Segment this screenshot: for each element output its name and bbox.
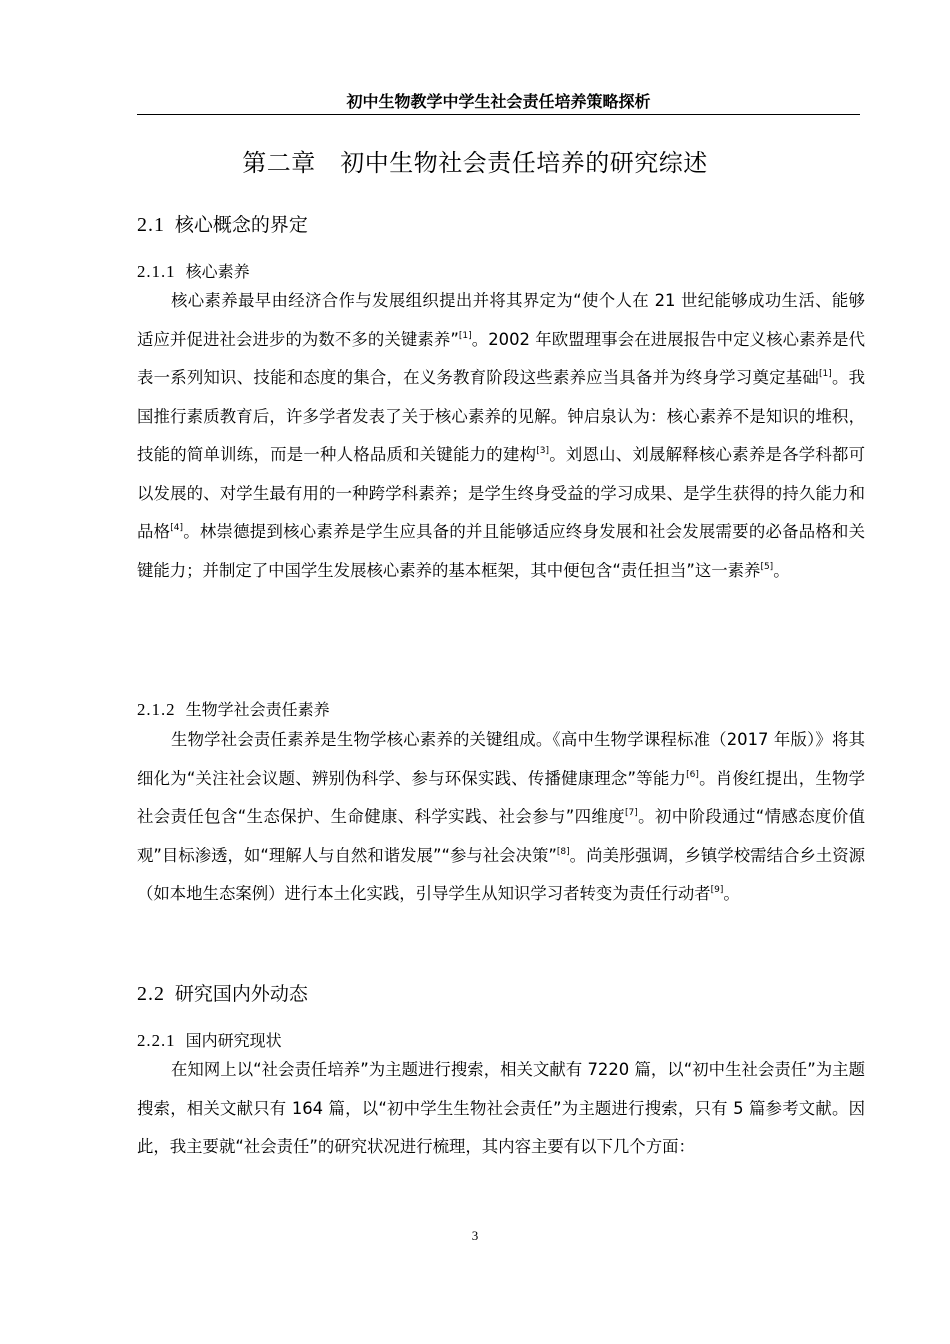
citation: [1]: [458, 330, 472, 341]
subsection-number: 2.2.1: [137, 1031, 176, 1050]
text: 。刘恩山、刘晟解释核心素养是各学科都可以发展的、对学生最有用的一种跨学科素养；是学生终身受益的学习成果、是学生获得的持久能力和品格: [137, 445, 866, 541]
section-heading-2-2: [137, 981, 308, 1007]
text: 。: [773, 560, 790, 580]
text: 。初中阶段通过“情感态度价值观”目标渗透，如“理解人与自然和谐发展”“参与社会决策”: [137, 807, 865, 865]
subsection-title: 生物学社会责任素养: [185, 700, 330, 719]
citation: [7]: [625, 808, 638, 818]
text: 。肖俊红提出，生物学社会责任包含“生态保护、生命健康、科学实践、社会参与”四维度: [137, 768, 866, 826]
page-number: 3: [471, 1228, 479, 1243]
section-heading-2-1: [137, 212, 308, 238]
subsection-title: 国内研究现状: [185, 1031, 282, 1050]
subsection-number: 2.1.1: [137, 262, 176, 281]
subsection-heading-2-1-1: [137, 261, 250, 283]
citation: [8]: [556, 846, 570, 857]
subsection-heading-2-2-1: [137, 1030, 282, 1052]
text: 生物学社会责任素养是生物学核心素养的关键组成。《高中生物学课程标准（2017 年版）》将其细化为“关注社会议题、辨别伪科学、参与环保实践、传播健康理念”等能力: [137, 730, 865, 788]
text: 。尚美彤强调，乡镇学校需结合乡土资源（如本地生态案例）进行本土化实践，引导学生从知识学习者转变为责任行动者: [137, 845, 865, 903]
header-rule: [137, 114, 860, 115]
citation: [6]: [686, 769, 699, 780]
subsection-number: 2.1.2: [137, 700, 176, 719]
text: 。: [723, 884, 740, 903]
text: 。我国推行素质教育后，许多学者发表了关于核心素养的见解。钟启泉认为：核心素养不是知识的堆积，技能的简单训练，而是一种人格品质和关键能力的建构: [137, 368, 866, 464]
text: 在知网上以“社会责任培养”为主题进行搜索，相关文献有 7220 篇，以“初中生社会责任”为主题搜索，相关文献只有 164 篇，以“初中学生生物社会责任”为主题进行搜索，只有 5 篇参考文献。因此，我主要就“社会责任”的研究状况进行梳理，其内容主要有以下几个方面：: [137, 1060, 865, 1156]
paragraph-biology-social-responsibility: [137, 721, 865, 914]
section-title: 核心概念的界定: [174, 214, 308, 236]
paragraph-domestic-research: [137, 1051, 865, 1167]
subsection-title: 核心素养: [185, 262, 250, 281]
section-title: 研究国内外动态: [174, 983, 308, 1005]
section-number: 2.1: [137, 214, 165, 236]
section-number: 2.2: [137, 983, 165, 1005]
citation: [3]: [536, 446, 549, 456]
text: 。林崇德提到核心素养是学生应具备的并且能够适应终身发展和社会发展需要的必备品格和关键能力；并制定了中国学生发展核心素养的基本框架，其中便包含“责任担当”这一素养: [137, 522, 866, 580]
paragraph-core-literacy: [137, 282, 865, 590]
chapter-title: 第二章 初中生物社会责任培养的研究综述: [242, 149, 708, 177]
subsection-heading-2-1-2: [137, 699, 330, 721]
running-header: 初中生物教学中学生社会责任培养策略探析: [346, 92, 651, 111]
text: 核心素养最早由经济合作与发展组织提出并将其界定为“使个人在 21 世纪能够成功生活、能够适应并促进社会进步的为数不多的关键素养”: [137, 291, 865, 349]
citation: [1]: [818, 369, 832, 379]
citation: [4]: [170, 523, 184, 533]
citation: [9]: [710, 885, 724, 895]
text: 。2002 年欧盟理事会在进展报告中定义核心素养是代表一系列知识、技能和态度的集合，在义务教育阶段这些素养应当具备并为终身学习奠定基础: [137, 329, 866, 387]
citation: [5]: [760, 561, 774, 572]
